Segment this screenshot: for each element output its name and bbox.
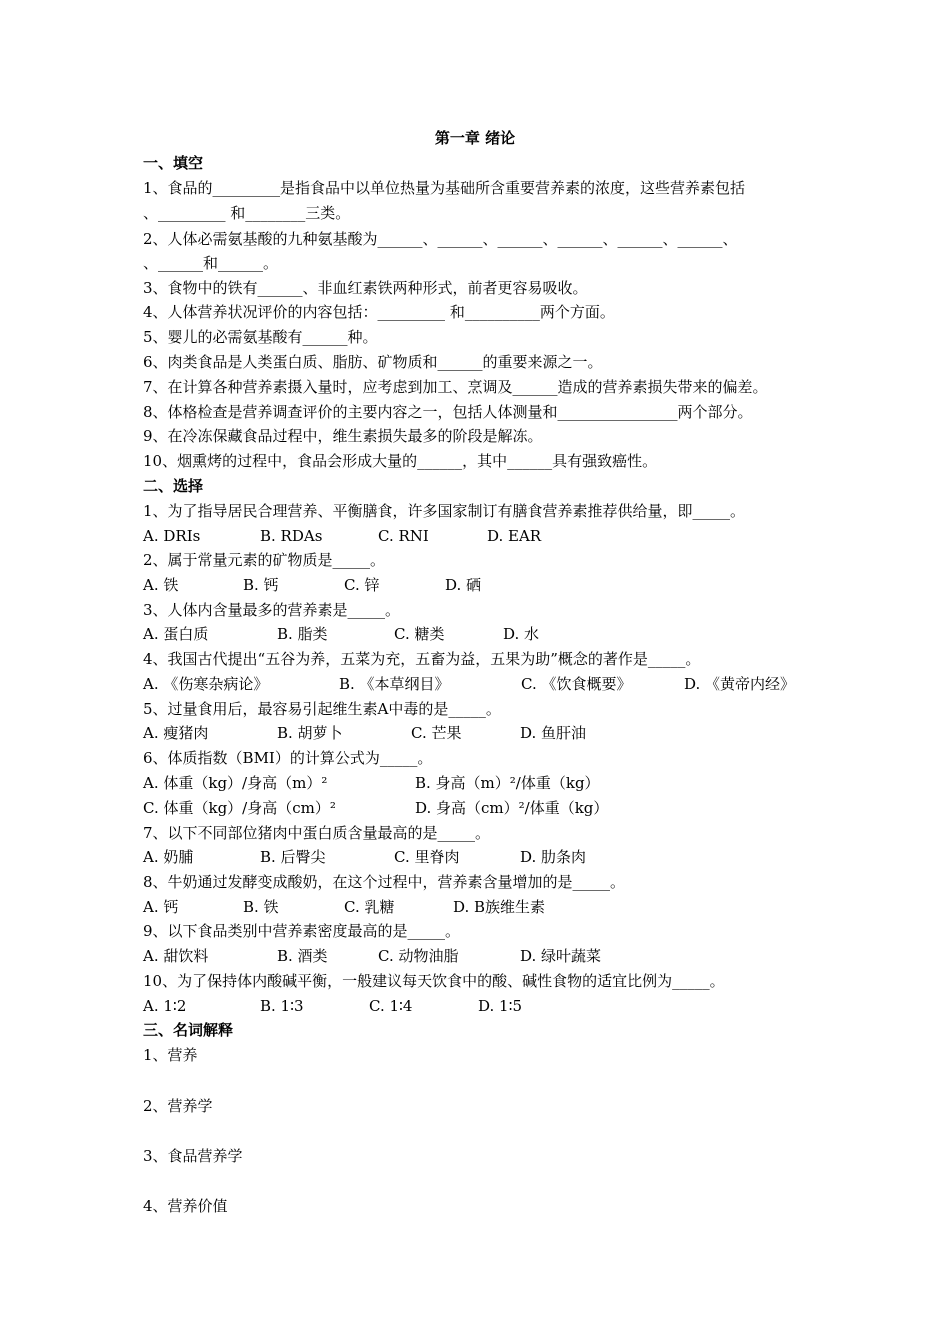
option: B. 脂类	[277, 625, 328, 643]
question-7: 7、以下不同部位猪肉中蛋白质含量最高的是_____。	[143, 824, 491, 842]
option: C. 体重（kg）/身高（cm）²	[143, 799, 336, 817]
option: A. 体重（kg）/身高（m）²	[143, 774, 328, 792]
option: A. 《伤寒杂病论》	[143, 675, 269, 693]
option: D. 绿叶蔬菜	[520, 947, 602, 965]
option: C. 乳糖	[344, 898, 395, 916]
option: B. 钙	[243, 576, 279, 594]
option: B. 1∶3	[260, 997, 304, 1015]
option: A. 1∶2	[143, 997, 187, 1015]
option: D. 身高（cm）²/体重（kg）	[415, 799, 609, 817]
question-10: 10、为了保持体内酸碱平衡，一般建议每天饮食中的酸、碱性食物的适宜比例为_____。	[143, 972, 725, 990]
section-heading-choice: 二、选择	[143, 477, 204, 495]
option: A. 蛋白质	[143, 625, 209, 643]
fill-line: 6、肉类食品是人类蛋白质、脂肪、矿物质和______的重要来源之一。	[143, 353, 603, 371]
option: A. 瘦猪肉	[143, 724, 209, 742]
term-item: 3、食品营养学	[143, 1147, 243, 1165]
option: D. 《黄帝内经》	[684, 675, 796, 693]
term-item: 4、营养价值	[143, 1197, 228, 1215]
question-8: 8、牛奶通过发酵变成酸奶，在这个过程中，营养素含量增加的是_____。	[143, 873, 626, 891]
option: D. 肋条肉	[520, 848, 587, 866]
option: C. 1∶4	[369, 997, 413, 1015]
option: D. B族维生素	[453, 898, 546, 916]
term-item: 2、营养学	[143, 1097, 213, 1115]
option: B. 《本草纲目》	[339, 675, 450, 693]
question-6: 6、体质指数（BMI）的计算公式为_____。	[143, 749, 433, 767]
option: B. 胡萝卜	[277, 724, 343, 742]
option: C. RNI	[378, 527, 429, 545]
option: B. 身高（m）²/体重（kg）	[415, 774, 600, 792]
question-1: 1、为了指导居民合理营养、平衡膳食，许多国家制订有膳食营养素推荐供给量，即_____。	[143, 502, 746, 520]
option: B. 后臀尖	[260, 848, 326, 866]
option: A. 甜饮料	[143, 947, 209, 965]
fill-line: 5、婴儿的必需氨基酸有______种。	[143, 328, 378, 346]
fill-line: 8、体格检查是营养调查评价的主要内容之一，包括人体测量和________________两个部分。	[143, 403, 753, 421]
section-heading-fill: 一、填空	[143, 154, 204, 172]
option: B. RDAs	[260, 527, 323, 545]
question-4: 4、我国古代提出“五谷为养，五菜为充，五畜为益，五果为助”概念的著作是_____。	[143, 650, 701, 668]
fill-line: 1、食品的_________是指食品中以单位热量为基础所含重要营养素的浓度，这些营养素包括	[143, 179, 746, 197]
option: A. 铁	[143, 576, 179, 594]
option: A. DRIs	[143, 527, 201, 545]
term-item: 1、营养	[143, 1046, 198, 1064]
section-heading-terms: 三、名词解释	[143, 1021, 234, 1039]
fill-line: 、_________ 和________三类。	[143, 204, 351, 222]
question-9: 9、以下食品类别中营养素密度最高的是_____。	[143, 922, 461, 940]
fill-line: 9、在冷冻保藏食品过程中，维生素损失最多的阶段是解冻。	[143, 427, 543, 445]
option: D. EAR	[487, 527, 542, 545]
page-title: 第一章 绪论	[434, 129, 516, 147]
fill-line: 2、人体必需氨基酸的九种氨基酸为______、______、______、______、______、______、	[143, 230, 738, 248]
question-2: 2、属于常量元素的矿物质是_____。	[143, 551, 386, 569]
option: A. 钙	[143, 898, 179, 916]
option: D. 鱼肝油	[520, 724, 587, 742]
option: B. 酒类	[277, 947, 328, 965]
option: A. 奶脯	[143, 848, 194, 866]
option: C. 锌	[344, 576, 380, 594]
option: C. 里脊肉	[394, 848, 460, 866]
option: C. 芒果	[411, 724, 462, 742]
option: C. 《饮食概要》	[521, 675, 632, 693]
fill-line: 4、人体营养状况评价的内容包括：_________ 和__________两个方面。	[143, 303, 615, 321]
option: D. 水	[503, 625, 540, 643]
fill-line: 、______和______。	[143, 254, 279, 272]
option: C. 动物油脂	[378, 947, 459, 965]
option: D. 1∶5	[478, 997, 523, 1015]
option: D. 硒	[445, 576, 482, 594]
fill-line: 10、烟熏烤的过程中，食品会形成大量的______，其中______具有强致癌性。	[143, 452, 658, 470]
question-3: 3、人体内含量最多的营养素是_____。	[143, 601, 401, 619]
fill-line: 7、在计算各种营养素摄入量时，应考虑到加工、烹调及______造成的营养素损失带来的偏差。	[143, 378, 768, 396]
question-5: 5、过量食用后，最容易引起维生素A中毒的是_____。	[143, 700, 501, 718]
option: C. 糖类	[394, 625, 445, 643]
fill-line: 3、食物中的铁有______、非血红素铁两种形式，前者更容易吸收。	[143, 279, 588, 297]
option: B. 铁	[243, 898, 279, 916]
